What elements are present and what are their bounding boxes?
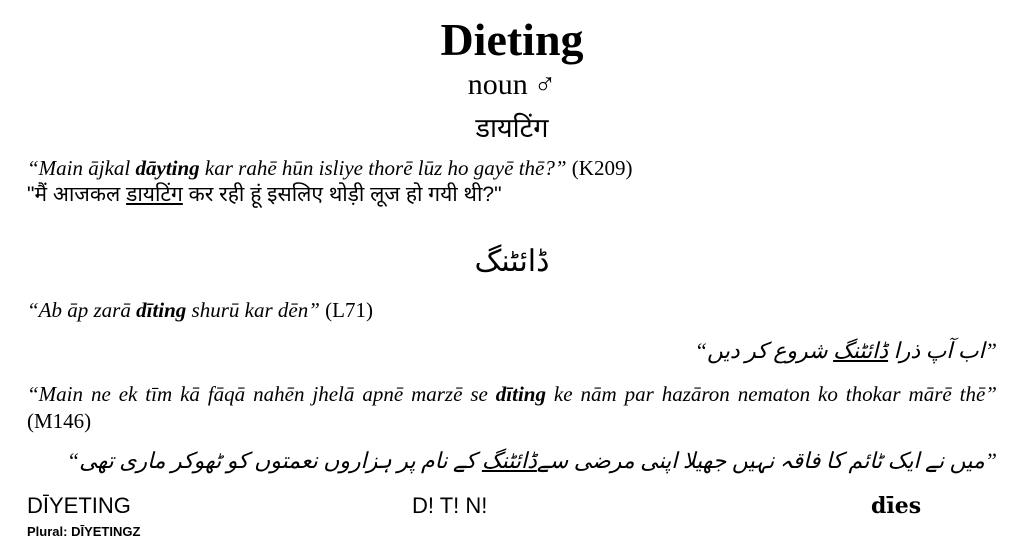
- ex3-post: ke nām par hazāron nematon ko thokar mārē thē”: [545, 382, 997, 406]
- example-2-urdu: [27, 337, 997, 365]
- ex2-bold: dīting: [136, 298, 187, 322]
- example-2-transliteration: [27, 298, 997, 323]
- code-spelling: D! T! N!: [412, 493, 488, 518]
- part-of-speech: [0, 68, 1024, 102]
- male-gender-icon: ♂: [533, 68, 557, 101]
- ex1-hindi-ul: डायटिंग: [126, 183, 183, 206]
- ex1-post: kar rahē hūn isliye thorē lūz ho gayē thē?”: [199, 156, 567, 180]
- example-3-urdu: [27, 447, 997, 475]
- urdu-headword: ڈائٹنگ: [474, 245, 550, 278]
- blackletter-spelling: ⅾīes: [871, 493, 922, 519]
- example-1-hindi: [27, 182, 997, 207]
- headword: Dieting: [440, 14, 584, 65]
- ex1-hindi-pre: "मैं आजकल: [27, 183, 127, 206]
- ex1-ref: (K209): [566, 156, 633, 180]
- ex3-urdu-ul: ڈائٹنگ: [481, 448, 537, 473]
- ex2-post: shurū kar dēn”: [186, 298, 320, 322]
- ex3-bold: dīting: [495, 382, 546, 406]
- ex2-urdu-pre: ”اب آپ ذرا: [888, 338, 997, 363]
- ex1-pre: “Main ājkal: [27, 156, 136, 180]
- pos-label: noun: [467, 68, 528, 101]
- ex3-pre: “Main ne ek tīm kā fāqā nahēn jhelā apnē marzē se: [27, 382, 496, 406]
- example-3-transliteration: [27, 381, 997, 435]
- hindi-headword: डायटिंग: [475, 113, 549, 143]
- ex2-ref: (L71): [319, 298, 373, 322]
- ex3-ref: (M146): [27, 409, 92, 433]
- ex3-urdu-post: کے نام پر ہزاروں نعمتوں کو ٹھوکر ماری تھی“: [66, 448, 482, 473]
- ex1-bold: dāyting: [135, 156, 200, 180]
- ex2-pre: “Ab āp zarā: [27, 298, 137, 322]
- ex1-hindi-post: कर रही हूं इसलिए थोड़ी लूज हो गयी थी?": [182, 183, 502, 206]
- ex2-urdu-ul: ڈائٹنگ: [833, 338, 889, 363]
- plural-label: Plural: DĪYETINGZ: [27, 524, 141, 539]
- ex2-urdu-post: شروع کر دیں“: [694, 338, 834, 363]
- example-1-transliteration: [27, 156, 997, 181]
- ex3-urdu-pre: ”میں نے ایک ٹائم کا فاقہ نہیں جھیلا اپنی مرضی سے: [536, 448, 997, 473]
- phonetic-spelling: DĪYETING: [27, 493, 131, 518]
